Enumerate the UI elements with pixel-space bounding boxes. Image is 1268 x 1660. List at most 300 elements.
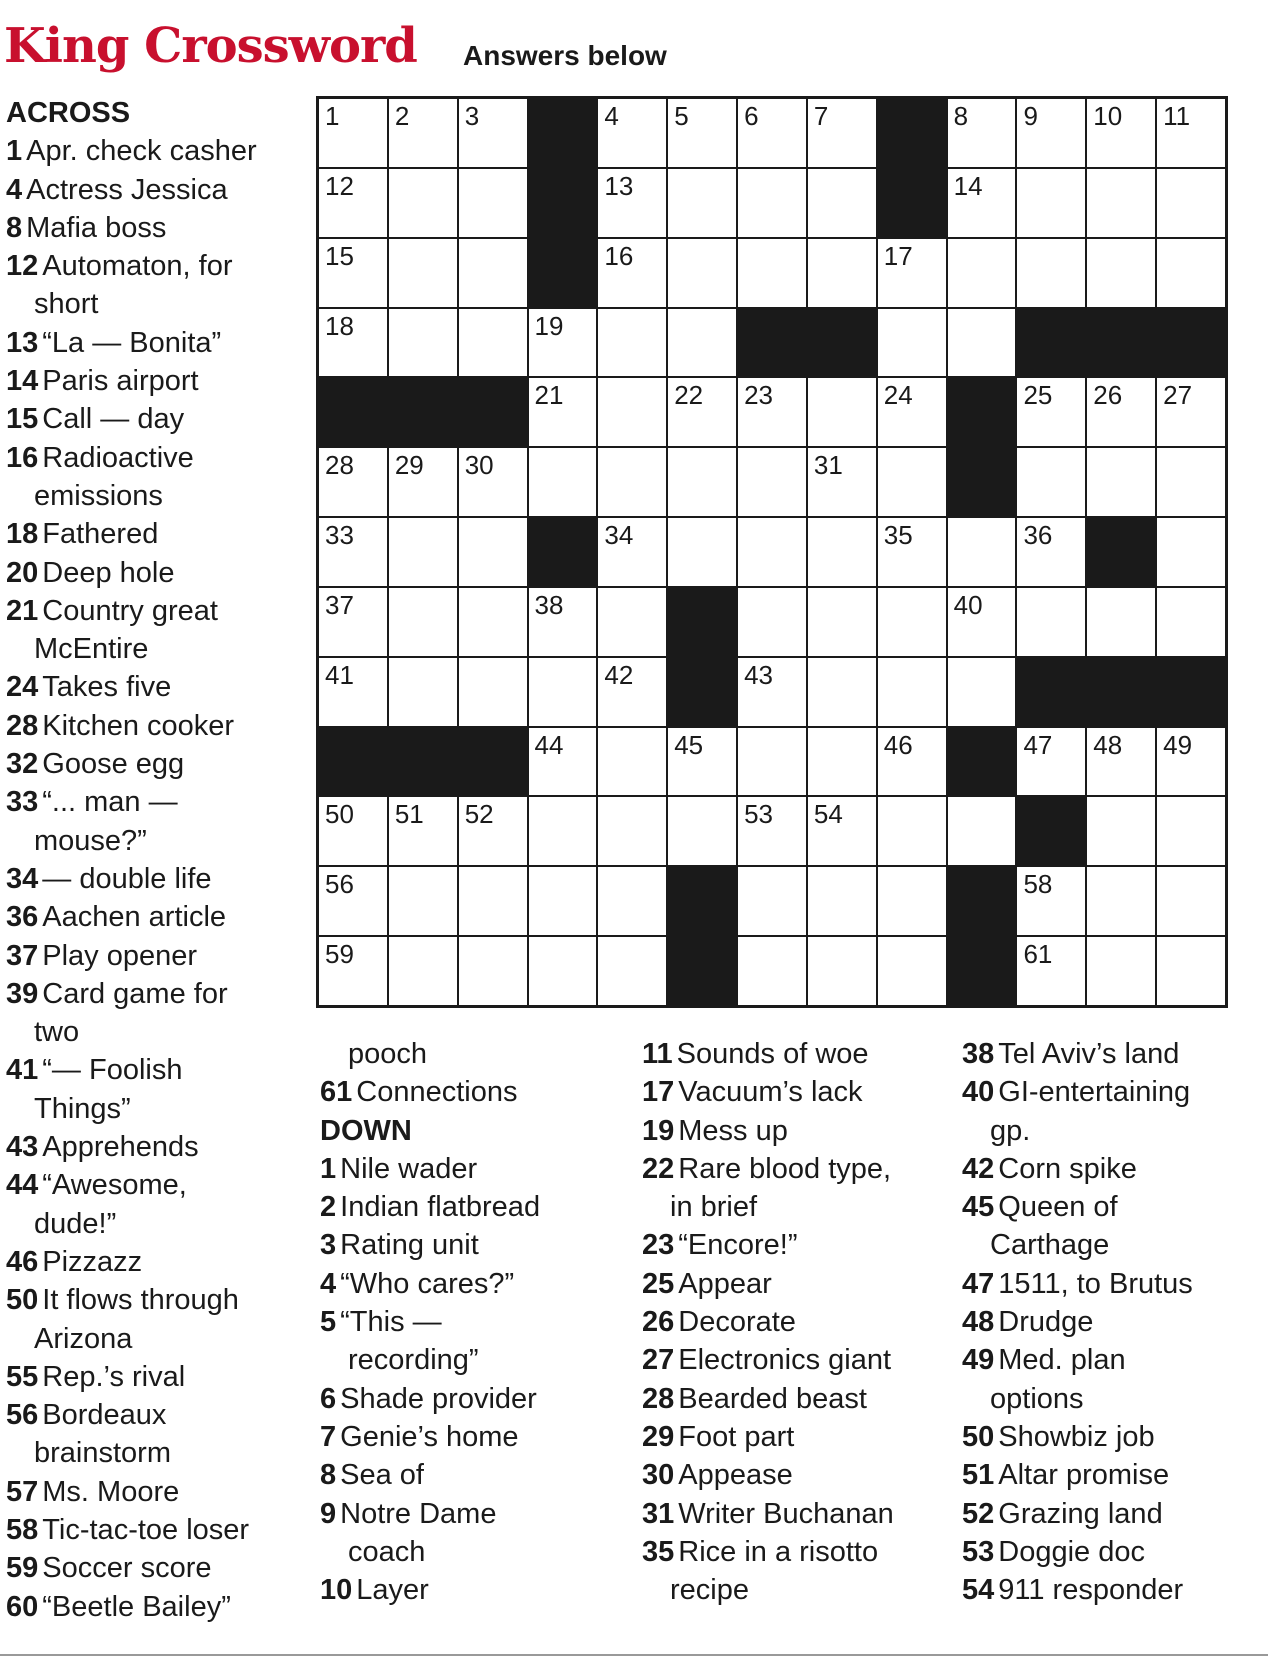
grid-cell[interactable] bbox=[808, 797, 876, 865]
grid-cell[interactable] bbox=[878, 378, 946, 446]
clue-number: 10 bbox=[320, 1574, 353, 1607]
grid-cell[interactable] bbox=[598, 518, 666, 586]
grid-cell[interactable] bbox=[1157, 239, 1225, 307]
clue-text: Call — day bbox=[42, 403, 185, 436]
clue-text: Tic-tac-toe loser bbox=[42, 1513, 250, 1546]
clue-continuation: in brief bbox=[670, 1191, 758, 1224]
grid-cell[interactable] bbox=[319, 169, 387, 237]
clue-text: Drudge bbox=[998, 1306, 1094, 1339]
grid-cell[interactable] bbox=[1157, 518, 1225, 586]
grid-cell[interactable] bbox=[1017, 518, 1085, 586]
black-square bbox=[1087, 309, 1155, 377]
grid-cell[interactable] bbox=[319, 448, 387, 516]
clue bbox=[962, 1150, 1193, 1188]
clue-text: Showbiz job bbox=[998, 1420, 1155, 1453]
grid-cell[interactable] bbox=[319, 518, 387, 586]
clue-continuation: pooch bbox=[348, 1038, 428, 1070]
grid-cell[interactable] bbox=[738, 99, 806, 167]
grid-cell[interactable] bbox=[1017, 588, 1085, 656]
cell-number: 42 bbox=[604, 659, 634, 690]
clue bbox=[320, 1226, 540, 1264]
clue-text: Country great bbox=[42, 594, 218, 627]
clue-number: 48 bbox=[962, 1306, 995, 1339]
clue-continuation: McEntire bbox=[34, 633, 149, 666]
grid-cell[interactable] bbox=[598, 239, 666, 307]
clue bbox=[642, 1073, 894, 1111]
grid-cell[interactable] bbox=[668, 239, 736, 307]
grid-cell[interactable] bbox=[738, 658, 806, 726]
grid-cell[interactable] bbox=[529, 658, 597, 726]
grid-cell[interactable] bbox=[668, 169, 736, 237]
grid-cell[interactable] bbox=[459, 797, 527, 865]
grid-cell[interactable] bbox=[1017, 867, 1085, 935]
grid-cell[interactable] bbox=[598, 867, 666, 935]
grid-cell[interactable] bbox=[529, 867, 597, 935]
grid-cell[interactable] bbox=[878, 728, 946, 796]
grid-cell[interactable] bbox=[389, 99, 457, 167]
grid-cell[interactable] bbox=[1157, 99, 1225, 167]
black-square bbox=[1157, 658, 1225, 726]
clue-text: Vacuum’s lack bbox=[678, 1076, 863, 1109]
clue-text: Deep hole bbox=[42, 556, 175, 589]
grid-cell[interactable] bbox=[668, 728, 736, 796]
clue-text: Bearded beast bbox=[678, 1382, 867, 1415]
grid-cell[interactable] bbox=[389, 169, 457, 237]
grid-cell[interactable] bbox=[948, 658, 1016, 726]
grid-cell[interactable] bbox=[808, 378, 876, 446]
grid-cell[interactable] bbox=[459, 448, 527, 516]
grid-cell[interactable] bbox=[878, 518, 946, 586]
clue-continuation: recording” bbox=[348, 1344, 479, 1377]
clue-text: Layer bbox=[356, 1574, 429, 1607]
grid-cell[interactable] bbox=[389, 518, 457, 586]
cell-number: 31 bbox=[813, 450, 843, 481]
black-square bbox=[948, 728, 1016, 796]
clue bbox=[6, 745, 257, 783]
cell-number: 56 bbox=[325, 869, 354, 900]
clue bbox=[6, 937, 257, 975]
black-square bbox=[668, 658, 736, 726]
grid-cell[interactable] bbox=[459, 309, 527, 377]
answers-note: Answers below bbox=[463, 40, 667, 71]
clue-number: 1 bbox=[320, 1152, 337, 1185]
grid-cell[interactable] bbox=[1087, 169, 1155, 237]
grid-cell[interactable] bbox=[878, 448, 946, 516]
clue bbox=[642, 1303, 894, 1341]
grid-cell[interactable] bbox=[878, 588, 946, 656]
grid-cell[interactable] bbox=[1087, 99, 1155, 167]
grid-cell[interactable] bbox=[529, 309, 597, 377]
clue-text: Kitchen cooker bbox=[42, 709, 235, 742]
grid-cell[interactable] bbox=[459, 169, 527, 237]
grid-cell[interactable] bbox=[948, 518, 1016, 586]
clue-text: Apprehends bbox=[42, 1131, 199, 1164]
clue bbox=[642, 1533, 894, 1571]
clue-number: 33 bbox=[6, 786, 39, 819]
grid-cell[interactable] bbox=[948, 309, 1016, 377]
clue-number: 35 bbox=[642, 1535, 675, 1568]
clue bbox=[6, 1051, 257, 1089]
grid-cell[interactable] bbox=[598, 169, 666, 237]
clue bbox=[320, 1303, 540, 1341]
grid-cell[interactable] bbox=[808, 239, 876, 307]
cell-number: 2 bbox=[394, 101, 410, 131]
grid-cell[interactable] bbox=[598, 728, 666, 796]
grid-cell[interactable] bbox=[1087, 378, 1155, 446]
clue-number: 61 bbox=[320, 1076, 353, 1109]
grid-cell[interactable] bbox=[1157, 588, 1225, 656]
black-square bbox=[1087, 658, 1155, 726]
clue-continuation: short bbox=[34, 288, 99, 321]
black-square bbox=[319, 728, 387, 796]
grid-cell[interactable] bbox=[1087, 937, 1155, 1005]
clue bbox=[6, 132, 257, 170]
grid-cell[interactable] bbox=[319, 658, 387, 726]
grid-cell[interactable] bbox=[878, 867, 946, 935]
clue bbox=[962, 1456, 1193, 1494]
grid-cell[interactable] bbox=[668, 99, 736, 167]
grid-cell[interactable] bbox=[738, 728, 806, 796]
grid-cell[interactable] bbox=[948, 797, 1016, 865]
cell-number: 59 bbox=[325, 939, 354, 970]
clue-number: 18 bbox=[6, 518, 39, 551]
grid-cell[interactable] bbox=[459, 99, 527, 167]
clue bbox=[642, 1265, 894, 1303]
grid-cell[interactable] bbox=[738, 448, 806, 516]
clue bbox=[6, 554, 257, 592]
clue-text: Altar promise bbox=[998, 1459, 1170, 1492]
grid-cell[interactable] bbox=[1087, 867, 1155, 935]
grid-cell[interactable] bbox=[389, 588, 457, 656]
grid-cell[interactable] bbox=[738, 239, 806, 307]
clue-number: 11 bbox=[642, 1038, 673, 1070]
clue-column-1 bbox=[6, 94, 257, 1626]
grid-cell[interactable] bbox=[738, 588, 806, 656]
cell-number: 8 bbox=[953, 101, 969, 131]
grid-cell[interactable] bbox=[1157, 728, 1225, 796]
grid-cell[interactable] bbox=[389, 867, 457, 935]
grid-cell[interactable] bbox=[808, 658, 876, 726]
grid-cell[interactable] bbox=[319, 99, 387, 167]
black-square bbox=[948, 378, 1016, 446]
cell-number: 28 bbox=[325, 450, 354, 481]
cell-number: 25 bbox=[1023, 380, 1053, 411]
clue-continuation: options bbox=[990, 1382, 1084, 1415]
cell-number: 29 bbox=[394, 450, 424, 481]
cell-number: 41 bbox=[325, 659, 354, 690]
clue-number: 38 bbox=[962, 1038, 995, 1070]
grid-cell[interactable] bbox=[1017, 169, 1085, 237]
cell-number: 12 bbox=[325, 170, 354, 201]
cell-number: 46 bbox=[883, 729, 913, 760]
clue bbox=[6, 324, 257, 362]
black-square bbox=[878, 169, 946, 237]
clue bbox=[962, 1533, 1193, 1571]
clue-number: 45 bbox=[962, 1191, 995, 1224]
black-square bbox=[808, 309, 876, 377]
clue-text: “Who cares?” bbox=[340, 1267, 515, 1300]
clue bbox=[6, 439, 257, 477]
grid-cell[interactable] bbox=[1157, 448, 1225, 516]
clue-number: 7 bbox=[320, 1420, 337, 1453]
grid-cell[interactable] bbox=[948, 239, 1016, 307]
grid-cell[interactable] bbox=[389, 797, 457, 865]
grid-cell[interactable] bbox=[808, 518, 876, 586]
clue-text: Fathered bbox=[42, 518, 159, 551]
clue-continuation: two bbox=[34, 1016, 80, 1049]
grid-cell[interactable] bbox=[529, 588, 597, 656]
clue-continuation: mouse?” bbox=[34, 824, 147, 857]
clue-number: 27 bbox=[642, 1344, 675, 1377]
grid-cell[interactable] bbox=[319, 588, 387, 656]
grid-cell[interactable] bbox=[1087, 728, 1155, 796]
black-square bbox=[948, 448, 1016, 516]
clue bbox=[962, 1073, 1193, 1111]
clue bbox=[962, 1495, 1193, 1533]
grid-cell[interactable] bbox=[808, 728, 876, 796]
grid-cell[interactable] bbox=[459, 588, 527, 656]
grid-cell[interactable] bbox=[598, 937, 666, 1005]
grid-cell[interactable] bbox=[1087, 588, 1155, 656]
clue-number: 29 bbox=[642, 1420, 675, 1453]
clue-number: 20 bbox=[6, 556, 39, 589]
grid-cell[interactable] bbox=[668, 309, 736, 377]
grid-cell[interactable] bbox=[529, 728, 597, 796]
clue-number: 3 bbox=[320, 1229, 337, 1262]
cell-number: 26 bbox=[1093, 380, 1123, 411]
black-square bbox=[529, 169, 597, 237]
grid-cell[interactable] bbox=[668, 518, 736, 586]
grid-cell[interactable] bbox=[319, 797, 387, 865]
grid-cell[interactable] bbox=[738, 378, 806, 446]
clue-number: 4 bbox=[6, 173, 23, 206]
grid-cell[interactable] bbox=[1017, 728, 1085, 796]
grid-cell[interactable] bbox=[948, 99, 1016, 167]
clue bbox=[6, 975, 257, 1013]
crossword-grid bbox=[316, 96, 1228, 1008]
clue-text: Paris airport bbox=[42, 365, 199, 398]
grid-cell[interactable] bbox=[459, 518, 527, 586]
grid-cell[interactable] bbox=[808, 937, 876, 1005]
clue bbox=[320, 1188, 540, 1226]
clue-text: 911 responder bbox=[998, 1574, 1184, 1607]
clue bbox=[320, 1571, 540, 1609]
grid-cell[interactable] bbox=[598, 588, 666, 656]
grid-cell[interactable] bbox=[1017, 239, 1085, 307]
cell-number: 54 bbox=[813, 799, 843, 830]
grid-cell[interactable] bbox=[598, 378, 666, 446]
clue-number: 2 bbox=[320, 1191, 337, 1224]
grid-cell[interactable] bbox=[598, 797, 666, 865]
clue-text: — double life bbox=[42, 862, 212, 895]
clue-number: 30 bbox=[642, 1459, 675, 1492]
clue-number: 5 bbox=[320, 1306, 337, 1339]
clue-continuation: Arizona bbox=[34, 1322, 133, 1355]
cell-number: 10 bbox=[1093, 101, 1123, 131]
grid-cell[interactable] bbox=[738, 937, 806, 1005]
grid-cell[interactable] bbox=[668, 378, 736, 446]
grid-cell[interactable] bbox=[948, 169, 1016, 237]
clue bbox=[642, 1150, 894, 1188]
grid-cell[interactable] bbox=[1157, 867, 1225, 935]
grid-cell[interactable] bbox=[1157, 378, 1225, 446]
grid-cell[interactable] bbox=[598, 309, 666, 377]
grid-cell[interactable] bbox=[1157, 169, 1225, 237]
grid-cell[interactable] bbox=[808, 99, 876, 167]
cell-number: 52 bbox=[464, 799, 494, 830]
clue-continuation: Carthage bbox=[990, 1229, 1110, 1262]
grid-cell[interactable] bbox=[529, 378, 597, 446]
clue-text: “... man — bbox=[42, 786, 178, 819]
grid-cell[interactable] bbox=[1087, 239, 1155, 307]
clue-text: Takes five bbox=[42, 671, 172, 704]
clue-number: 8 bbox=[6, 211, 23, 244]
cell-number: 48 bbox=[1093, 729, 1123, 760]
cell-number: 18 bbox=[325, 310, 354, 341]
grid-cell[interactable] bbox=[389, 448, 457, 516]
grid-cell[interactable] bbox=[529, 797, 597, 865]
clue-continuation: gp. bbox=[990, 1114, 1031, 1147]
clue-text: Doggie doc bbox=[998, 1535, 1145, 1568]
section-heading: ACROSS bbox=[6, 97, 131, 129]
grid-cell[interactable] bbox=[459, 867, 527, 935]
clue-number: 6 bbox=[320, 1382, 337, 1415]
clue-number: 36 bbox=[6, 901, 39, 934]
grid-cell[interactable] bbox=[808, 448, 876, 516]
grid-cell[interactable] bbox=[459, 937, 527, 1005]
grid-cell[interactable] bbox=[389, 309, 457, 377]
grid-cell[interactable] bbox=[878, 797, 946, 865]
grid-cell[interactable] bbox=[1017, 937, 1085, 1005]
cell-number: 24 bbox=[883, 380, 913, 411]
clue-text: 1511, to Brutus bbox=[998, 1267, 1193, 1300]
grid-cell[interactable] bbox=[1017, 99, 1085, 167]
black-square bbox=[948, 867, 1016, 935]
clue bbox=[6, 1549, 257, 1587]
clue bbox=[320, 1150, 540, 1188]
clue bbox=[320, 1418, 540, 1456]
clue-number: 17 bbox=[642, 1076, 675, 1109]
grid-cell[interactable] bbox=[738, 797, 806, 865]
clue bbox=[962, 1303, 1193, 1341]
cell-number: 36 bbox=[1023, 520, 1053, 551]
clue bbox=[6, 1473, 257, 1511]
clue-number: 14 bbox=[6, 365, 39, 398]
grid-cell[interactable] bbox=[459, 239, 527, 307]
grid-cell[interactable] bbox=[1087, 448, 1155, 516]
grid-cell[interactable] bbox=[319, 239, 387, 307]
clue-number: 60 bbox=[6, 1590, 39, 1623]
grid-cell[interactable] bbox=[1157, 937, 1225, 1005]
cell-number: 22 bbox=[674, 380, 704, 411]
grid-cell[interactable] bbox=[459, 658, 527, 726]
grid-cell[interactable] bbox=[878, 937, 946, 1005]
grid-cell[interactable] bbox=[948, 588, 1016, 656]
clue-text: Mess up bbox=[678, 1114, 788, 1147]
clue-continuation: Things” bbox=[34, 1092, 131, 1125]
clue bbox=[6, 400, 257, 438]
grid-cell[interactable] bbox=[1087, 797, 1155, 865]
black-square bbox=[668, 867, 736, 935]
clue-number: 16 bbox=[6, 441, 39, 474]
clue-text: Queen of bbox=[998, 1191, 1118, 1224]
cell-number: 50 bbox=[325, 799, 354, 830]
clue-text: Ms. Moore bbox=[42, 1475, 180, 1508]
clue-continuation: brainstorm bbox=[34, 1437, 171, 1470]
grid-cell[interactable] bbox=[389, 239, 457, 307]
clue bbox=[6, 668, 257, 706]
clue-number: 28 bbox=[6, 709, 39, 742]
grid-cell[interactable] bbox=[668, 797, 736, 865]
cell-number: 34 bbox=[604, 520, 634, 551]
grid-cell[interactable] bbox=[808, 867, 876, 935]
grid-cell[interactable] bbox=[878, 309, 946, 377]
grid-cell[interactable] bbox=[1157, 797, 1225, 865]
clue bbox=[642, 1112, 894, 1150]
black-square bbox=[1017, 309, 1085, 377]
grid-cell[interactable] bbox=[598, 99, 666, 167]
grid-cell[interactable] bbox=[389, 658, 457, 726]
grid-cell[interactable] bbox=[878, 239, 946, 307]
grid-cell[interactable] bbox=[878, 658, 946, 726]
grid-cell[interactable] bbox=[598, 448, 666, 516]
grid-cell[interactable] bbox=[808, 588, 876, 656]
black-square bbox=[668, 588, 736, 656]
clue bbox=[6, 860, 257, 898]
grid-cell[interactable] bbox=[319, 309, 387, 377]
clue-text: Pizzazz bbox=[42, 1245, 143, 1278]
black-square bbox=[389, 728, 457, 796]
grid-cell[interactable] bbox=[1017, 378, 1085, 446]
clue bbox=[6, 1396, 257, 1434]
black-square bbox=[389, 378, 457, 446]
clue-number: 54 bbox=[962, 1574, 995, 1607]
grid-cell[interactable] bbox=[1017, 448, 1085, 516]
clue bbox=[642, 1456, 894, 1494]
cell-number: 11 bbox=[1163, 101, 1191, 131]
grid-cell[interactable] bbox=[738, 518, 806, 586]
grid-cell[interactable] bbox=[319, 867, 387, 935]
cell-number: 49 bbox=[1163, 729, 1193, 760]
grid-cell[interactable] bbox=[738, 867, 806, 935]
grid-cell[interactable] bbox=[319, 937, 387, 1005]
clue-text: “Encore!” bbox=[678, 1229, 798, 1262]
clue-number: 9 bbox=[320, 1497, 337, 1530]
grid-cell[interactable] bbox=[529, 448, 597, 516]
clue-text: Indian flatbread bbox=[340, 1191, 541, 1224]
grid-cell[interactable] bbox=[529, 937, 597, 1005]
clue-text: Rice in a risotto bbox=[678, 1535, 879, 1568]
clue bbox=[642, 1035, 894, 1073]
clue-text: “La — Bonita” bbox=[42, 326, 222, 359]
black-square bbox=[529, 518, 597, 586]
grid-cell[interactable] bbox=[808, 169, 876, 237]
grid-cell[interactable] bbox=[389, 937, 457, 1005]
grid-cell[interactable] bbox=[738, 169, 806, 237]
clue bbox=[642, 1418, 894, 1456]
clue bbox=[320, 1265, 540, 1303]
grid-cell[interactable] bbox=[598, 658, 666, 726]
clue bbox=[962, 1571, 1193, 1609]
cell-number: 13 bbox=[604, 170, 634, 201]
clue-text: Notre Dame bbox=[340, 1497, 497, 1530]
grid-cell[interactable] bbox=[668, 448, 736, 516]
clue-number: 56 bbox=[6, 1399, 39, 1432]
clue bbox=[962, 1341, 1193, 1379]
bottom-divider bbox=[0, 1654, 1268, 1656]
cell-number: 44 bbox=[534, 729, 564, 760]
clue-number: 39 bbox=[6, 977, 39, 1010]
